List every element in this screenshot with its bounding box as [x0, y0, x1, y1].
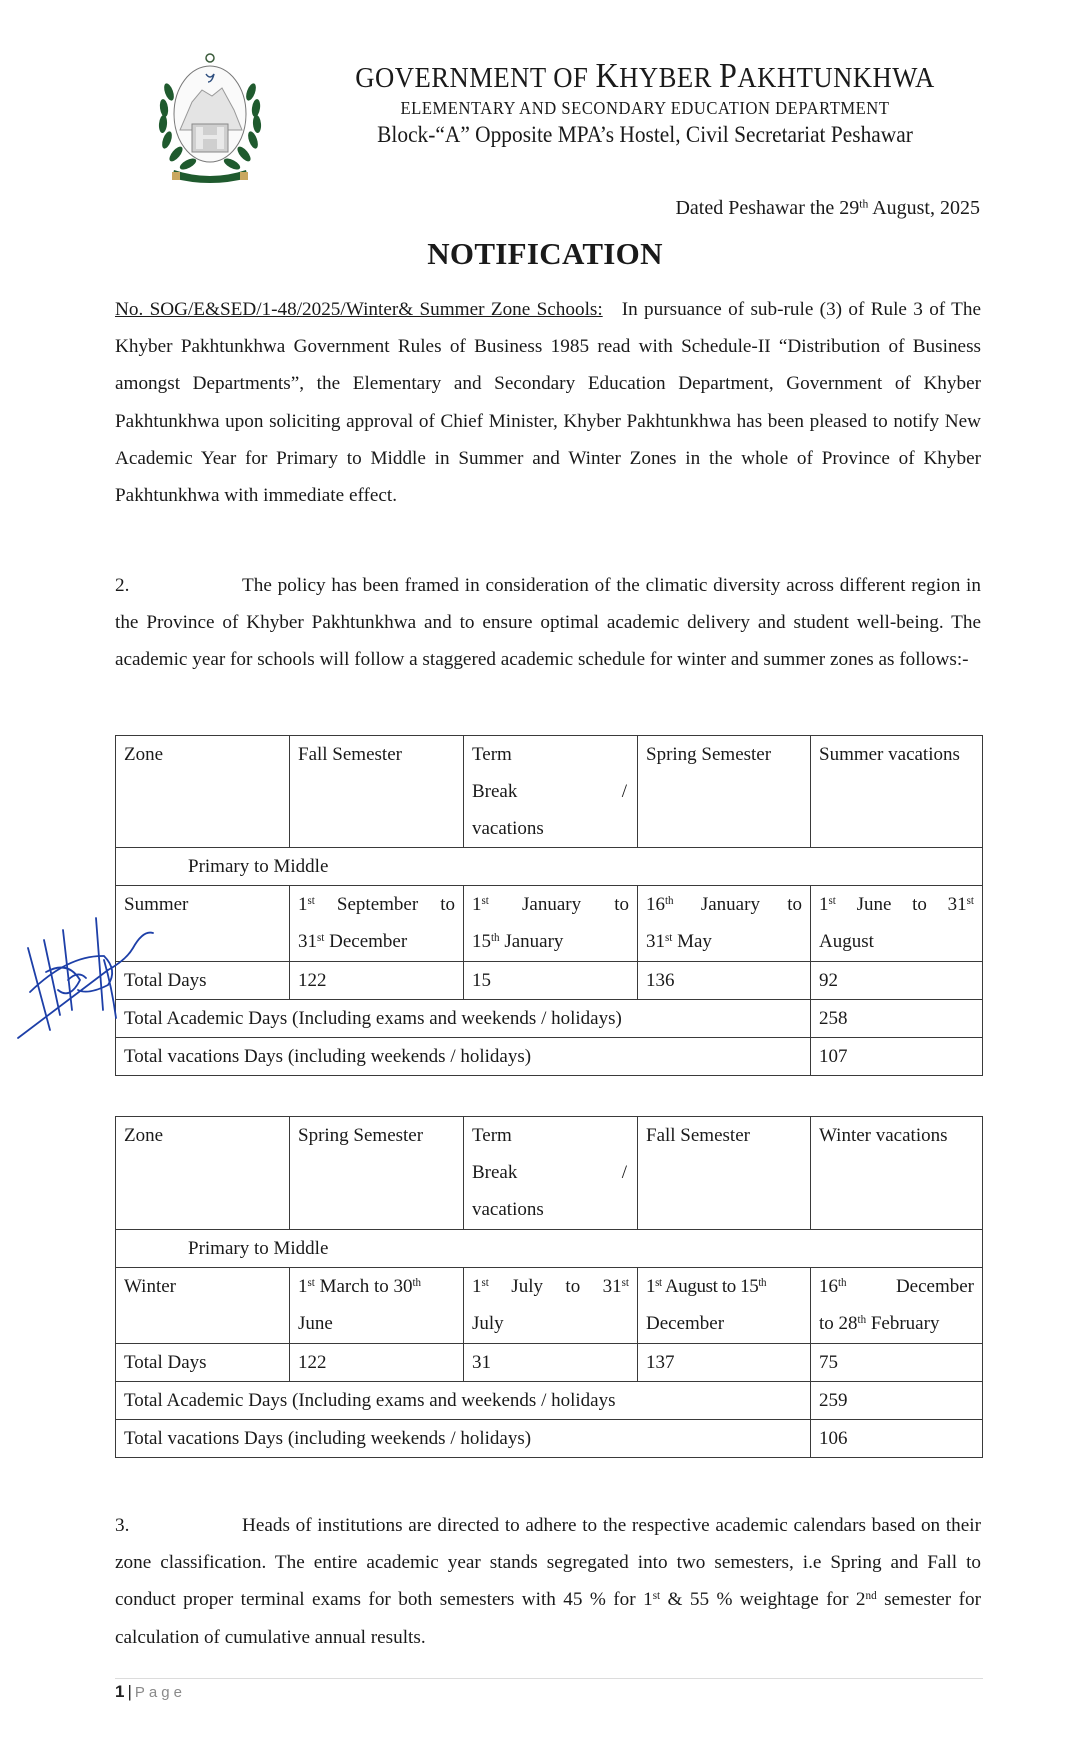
header-spring-semester: Spring Semester [638, 736, 811, 848]
department-name: ELEMENTARY AND SECONDARY EDUCATION DEPARTMENT [400, 98, 890, 118]
term-break-period: 1st January to 15th January [464, 886, 638, 962]
academic-days-row: Total Academic Days (Including exams and weekends / holidays) 258 [116, 1000, 983, 1038]
paragraph-3: 3. Heads of institutions are directed to adhere to the respective academic calendars based on their zone classification. The entire academic year stands segregated into two semesters, i.e Spring and Fall to conduct proper terminal exams for both semesters with 45 % for 1st & 55 % weightage for 2nd semester for calculation of cumulative annual results. [115, 1515, 981, 1648]
header-term-break: Term Break / vacations [464, 1117, 638, 1230]
table-header-row [116, 736, 983, 848]
summer-zone-table [115, 735, 983, 1076]
spring-period: 1st March to 30th June [290, 1268, 464, 1344]
vacation-days-row: Total vacations Days (including weekends / holidays) 106 [116, 1420, 983, 1458]
group-row: Primary to Middle [116, 848, 983, 886]
table-header-row [116, 1117, 983, 1230]
header-winter-vacations: Winter vacations [811, 1117, 983, 1230]
department-address: Block-“A” Opposite MPA’s Hostel, Civil Secretariat Peshawar [377, 122, 913, 147]
paragraph-2: 2. The policy has been framed in consideration of the climatic diversity across different region in the Province of Khyber Pakhtunkhwa and to ensure optimal academic delivery and student well-being. The academic year for schools will follow a staggered academic schedule for winter and summer zones as follows:- [115, 575, 981, 671]
zone-cell: Winter [116, 1268, 290, 1344]
footer-divider [115, 1678, 983, 1679]
fall-period: 1st August to 15th December [638, 1268, 811, 1344]
term-break-period: 1st July to 31st July [464, 1268, 638, 1344]
total-days-row: Total Days 122 31 137 75 [116, 1344, 983, 1382]
government-title: GOVERNMENT OF KHYBER PAKHTUNKHWA [355, 56, 935, 95]
winter-zone-table [115, 1116, 983, 1458]
spring-period: 16th January to 31st May [638, 886, 811, 962]
header-spring-semester: Spring Semester [290, 1117, 464, 1230]
header-zone: Zone [116, 736, 290, 848]
winter-vacation-period: 16th December to 28th February [811, 1268, 983, 1344]
table-row [116, 1268, 983, 1344]
total-days-row: Total Days 122 15 136 92 [116, 962, 983, 1000]
header-zone: Zone [116, 1117, 290, 1230]
group-row: Primary to Middle [116, 1230, 983, 1268]
table-row [116, 886, 983, 962]
academic-days-row: Total Academic Days (Including exams and weekends / holidays 259 [116, 1382, 983, 1420]
header-fall-semester: Fall Semester [638, 1117, 811, 1230]
summer-vacation-period: 1st June to 31st August [811, 886, 983, 962]
reference-number: No. SOG/E&SED/1-48/2025/Winter& Summer Zone Schools: [115, 299, 603, 320]
header-term-break: Term Break / vacations [464, 736, 638, 848]
header-summer-vacations: Summer vacations [811, 736, 983, 848]
handwritten-signature-icon [8, 900, 158, 1050]
page-footer: 1 | Page [115, 1682, 186, 1701]
zone-cell: Summer [116, 886, 290, 962]
fall-period: 1st September to 31st December [290, 886, 464, 962]
header-fall-semester: Fall Semester [290, 736, 464, 848]
page-number: 1 [115, 1682, 125, 1701]
notification-date: Dated Peshawar the 29th August, 2025 [675, 197, 980, 219]
page-title: NOTIFICATION [427, 236, 663, 271]
paragraph-1: No. SOG/E&SED/1-48/2025/Winter& Summer Zone Schools: In pursuance of sub-rule (3) of Rule 3 of The Khyber Pakhtunkhwa Government Rules of Business 1985 read with Schedule-II “Distribution of Business amongst Departments”, the Elementary and Secondary Education Department, Government of Khyber Pakhtunkhwa upon soliciting approval of Chief Minister, Khyber Pakhtunkhwa has been pleased to notify New Academic Year for Primary to Middle in Summer and Winter Zones in the whole of Province of Khyber Pakhtunkhwa with immediate effect. [115, 299, 982, 507]
government-emblem-icon [152, 52, 268, 184]
vacation-days-row: Total vacations Days (including weekends / holidays) 107 [116, 1038, 983, 1076]
